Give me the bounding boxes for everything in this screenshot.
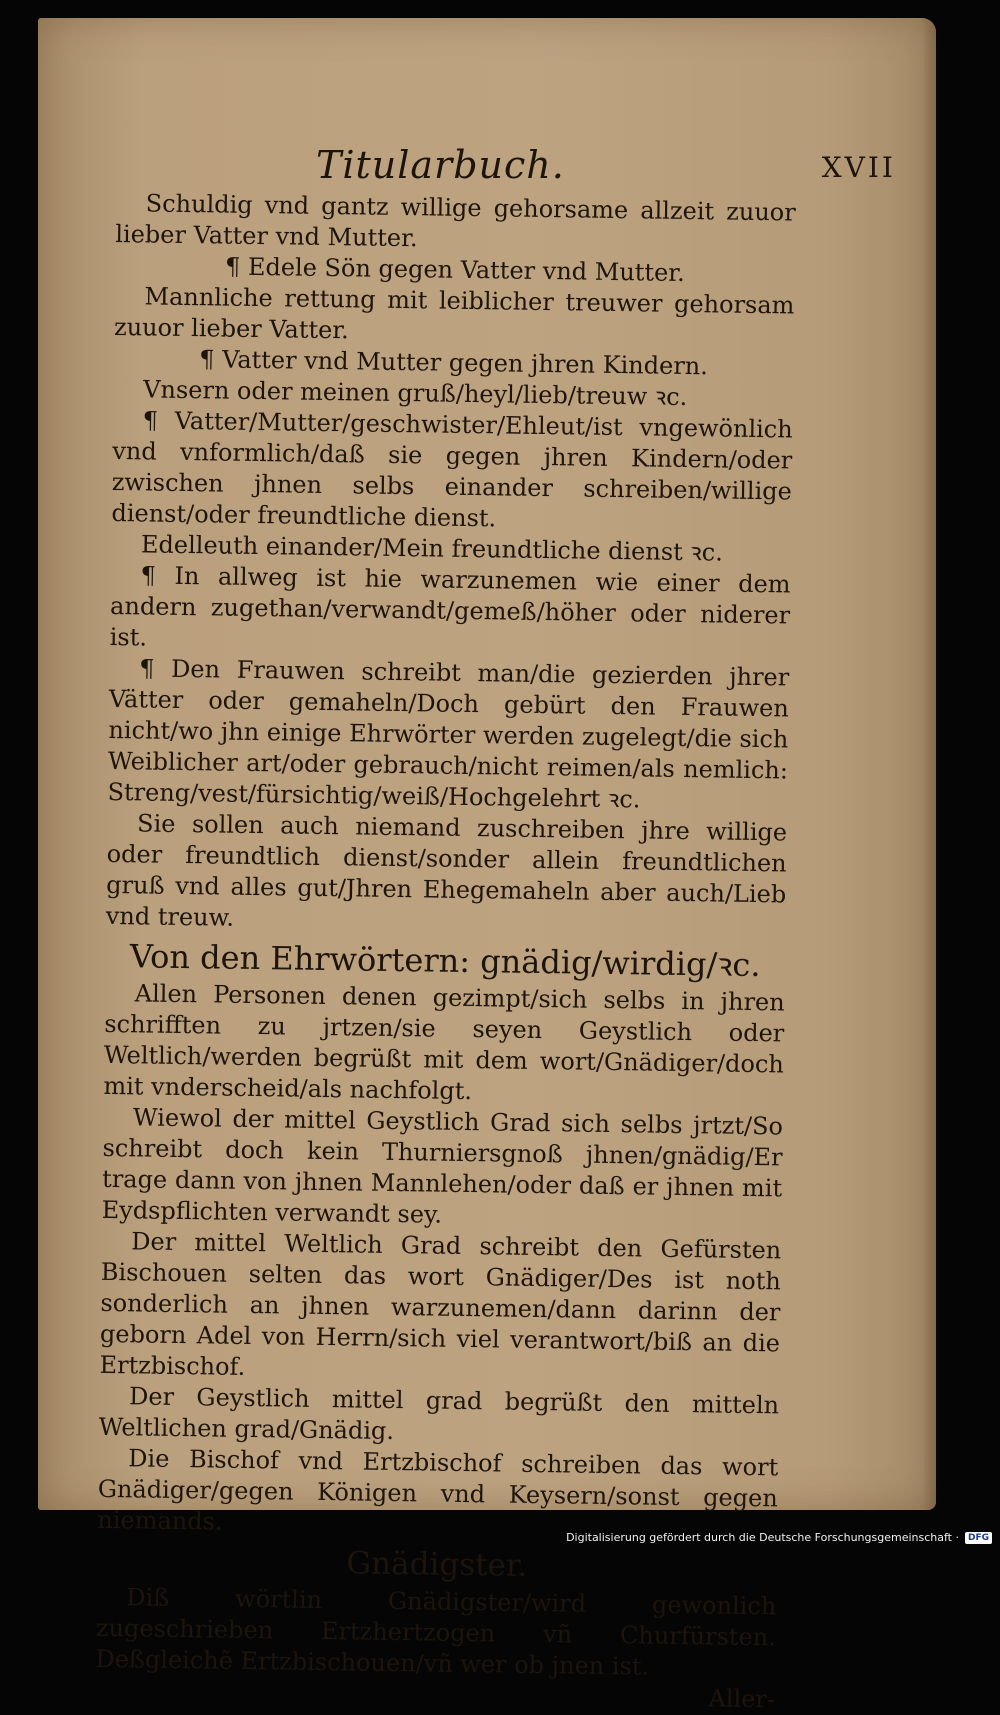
page-header [316, 143, 896, 191]
credit-text: Digitalisierung gefördert durch die Deutsche Forschungsgemeinschaft · [566, 1531, 959, 1544]
dfg-logo: DFG [965, 1532, 992, 1544]
folio-number: XVII [821, 151, 896, 184]
subheading: ¶ Edele Sön gegen Vatter vnd Mutter. [224, 252, 685, 287]
catchword: Aller- [708, 1684, 776, 1714]
subheading: ¶ Vatter vnd Mutter gegen jhren Kindern. [199, 345, 709, 381]
paragraph: Sie sollen auch niemand zuschreiben jhre willige oder freundtlich dienst/sonder allein freundtlichen gruß vnd alles gut/Jhren Ehegemaheln aber auch/Lieb vnd treuw. [105, 809, 788, 932]
paragraph: Diß wörtlin Gnädigster/wird gewonlich zugeschrieben Ertzhertzogen vñ Churfürsten. Deßgleichẽ Ertzbischouen/vñ wer ob jnen ist. [95, 1583, 777, 1681]
paragraph: Die Bischof vnd Ertzbischof schreiben das wort Gnädiger/gegen Königen vnd Keysern/sonst gegen niemands. [97, 1444, 779, 1536]
section-heading: Gnädigster. [346, 1545, 528, 1584]
paragraph: Der Geystlich mittel grad begrüßt den mitteln Weltlichen grad/Gnädig. [98, 1382, 780, 1446]
paragraph: Mannliche rettung mit leiblicher treuwer gehorsam zuuor lieber Vatter. [113, 282, 795, 345]
paragraph: ¶ Den Frauwen schreibt man/die gezierden jhrer Vätter oder gemaheln/Doch gebürt den Frauwen nicht/wo jhn einige Ehrwörter werden zugelegt/die sich Weiblicher art/oder gebrauch/nicht reimen/als nemlich: Streng/vest/fürsichtig/weiß/Hochgelehrt ꝛc. [107, 654, 790, 814]
paragraph: ¶ In allweg ist hie warzunemen wie einer dem andern zugethan/verwandt/gemeß/höher oder niderer ist. [109, 561, 791, 652]
paragraph: Allen Personen denen gezimpt/sich selbs in jhren schrifften zu jrtzen/sie seyen Geystlich oder Weltlich/werden begrüßt mit dem wort/Gnädiger/doch mit vnderscheid/als nachfolgt. [103, 979, 785, 1106]
paragraph: Edelleuth einander/Mein freundtliche dienst ꝛc. [140, 530, 724, 567]
paragraph: ¶ Vatter/Mutter/geschwister/Ehleut/ist vngewönlich vnd vnformlich/daß sie gegen jhren Kindern/oder zwischen jhnen selbs einander schreiben/willige dienst/oder freundtliche dienst. [111, 406, 793, 533]
paragraph: Der mittel Weltlich Grad schreibt den Gefürsten Bischouen selten das wort Gnädiger/Des ist noth sonderlich an jhnen warzunemen/dann darinn der geborn Adel von Herrn/sich viel verantwort/biß an die Ertzbischof. [99, 1227, 782, 1381]
running-title: Titularbuch. [316, 143, 565, 187]
body-text [95, 188, 796, 1715]
paragraph: Wiewol der mittel Geystlich Grad sich selbs jrtzt/So schreibt doch kein Thurniersgnoß jhnen/gnädig/Er trage dann von jhnen Mannlehen/oder daß er jhnen mit Eydspflichten verwandt sey. [101, 1103, 784, 1229]
digitization-credit [566, 1531, 992, 1544]
paragraph: Schuldig vnd gantz willige gehorsame allzeit zuuor lieber Vatter vnd Mutter. [115, 189, 796, 253]
paragraph: Vnsern oder meinen gruß/heyl/lieb/treuw ꝛc. [142, 375, 688, 411]
section-heading: Von den Ehrwörtern: gnädig/wirdig/ꝛc. [129, 937, 761, 985]
page-edge [922, 18, 936, 1510]
